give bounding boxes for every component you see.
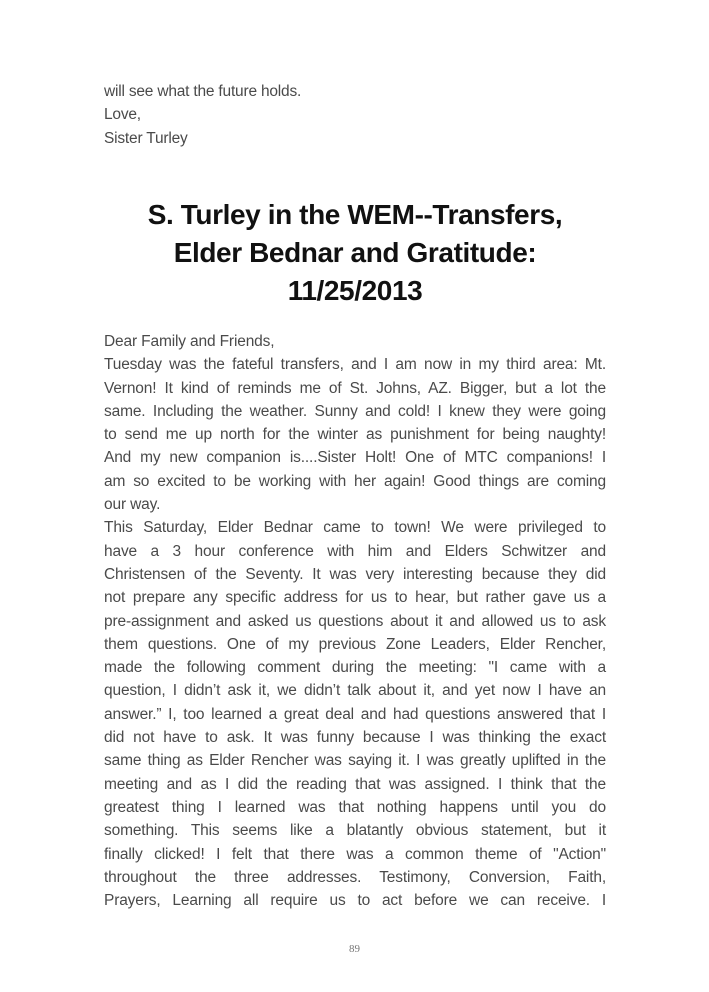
letter-body	[104, 330, 606, 912]
body-line: Prayers, Learning all require us to act before we can receive. I	[104, 892, 606, 910]
body-line: have a 3 hour conference with him and Elders Schwitzer and	[104, 542, 606, 560]
closing-salutation: Love,	[104, 106, 141, 124]
body-line: same thing as Elder Rencher was saying it. I was greatly uplifted in the	[104, 752, 606, 770]
body-line: am so excited to be working with her again! Good things are coming	[104, 472, 606, 490]
body-line: did not have to ask. It was funny because I was thinking the exact	[104, 729, 606, 747]
body-line: Tuesday was the fateful transfers, and I am now in my third area: Mt.	[104, 356, 606, 374]
body-line: throughout the three addresses. Testimony, Conversion, Faith,	[104, 868, 606, 886]
chapter-title-line: Elder Bednar and Gratitude:	[173, 237, 537, 268]
body-line: them questions. One of my previous Zone Leaders, Elder Rencher,	[104, 635, 606, 653]
body-line: not prepare any specific address for us to hear, but rather gave us a	[104, 589, 606, 607]
body-line: same. Including the weather. Sunny and cold! I knew they were going	[104, 402, 606, 420]
closing-signature: Sister Turley	[104, 129, 188, 147]
body-line: answer.” I, too learned a great deal and had questions answered that I	[104, 705, 606, 723]
body-line: pre-assignment and asked us questions about it and allowed us to ask	[104, 612, 606, 630]
body-line: greatest thing I learned was that nothing happens until you do	[104, 798, 606, 816]
body-line-greeting: Dear Family and Friends,	[104, 333, 275, 350]
body-line: to send me up north for the winter as punishment for being naughty!	[104, 426, 606, 444]
body-line: our way.	[104, 496, 161, 514]
body-line: made the following comment during the meeting: "I came with a	[104, 659, 606, 677]
body-line: question, I didn’t ask it, we didn’t talk about it, and yet now I have an	[104, 682, 606, 700]
body-line: This Saturday, Elder Bednar came to town! We were privileged to	[104, 519, 606, 537]
chapter-title-line: S. Turley in the WEM--Transfers,	[147, 199, 563, 230]
body-line: meeting and as I did the reading that was assigned. I think that the	[104, 775, 606, 793]
chapter-title-date: 11/25/2013	[287, 275, 423, 306]
closing-line: will see what the future holds.	[104, 83, 302, 100]
body-line: finally clicked! I felt that there was a common theme of "Action"	[104, 845, 606, 863]
body-line: Vernon! It kind of reminds me of St. Johns, AZ. Bigger, but a lot the	[104, 379, 606, 397]
body-line: something. This seems like a blatantly obvious statement, but it	[104, 822, 606, 840]
letter-closing	[104, 80, 606, 150]
page-number: 89	[349, 943, 360, 955]
body-line: Christensen of the Seventy. It was very interesting because they did	[104, 565, 606, 583]
body-line: And my new companion is....Sister Holt! One of MTC companions! I	[104, 449, 606, 467]
chapter-title	[104, 196, 606, 310]
